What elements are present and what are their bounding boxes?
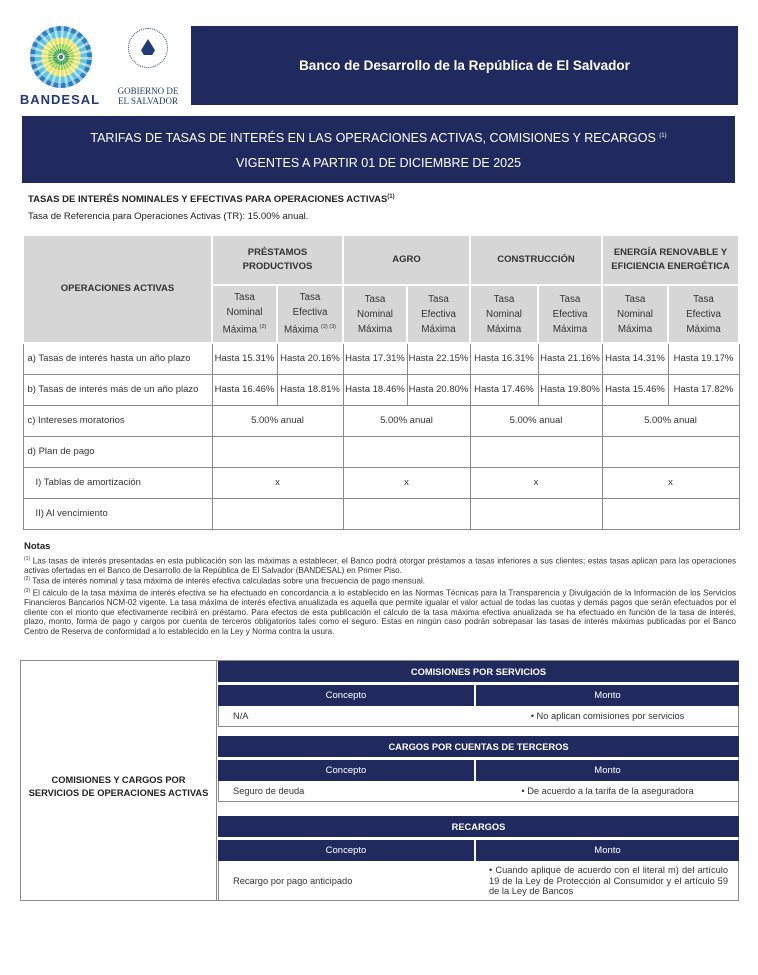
coat-of-arms-icon <box>128 28 168 68</box>
sub-header: Tasa Efectiva Máxima <box>407 285 470 343</box>
concept-cell: N/A <box>233 711 249 721</box>
row-label: b) Tasas de interés más de un año plazo <box>23 374 212 405</box>
note-3: $^{(3)}$ El cálculo de la tasa máxima de interés efectiva se ha efectuado en concordancia a lo establecido en las Normas Técnicas para la Transparencia y Divulgación de la Información de los Servicios Financieros Bancarios NCM-02 vigente. La tasa máxima de interés efectiva anualizada es aquella que permite igualar el valor actual de todas las cuotas y demás pagos que serán efectuados por el cliente con el monto que efectivamente recibirá en préstamo. Para efectos de esta publicación el cálculo de la tasa máxima efectiva anualizada se ha efectuado en función de la tasa de interés, plazo, monto, forma de pago y cargos por cuenta de terceros obligatorios tales como el seguro. Estas en ningún caso podrán sobrepasar las tasas de interés máximas publicadas por el Banco Centro de Reserva de conformidad a lo establecido en la Ley y Norma contra la usura. <box>24 587 736 636</box>
block-title: CARGOS POR CUENTAS DE TERCEROS <box>218 736 739 757</box>
rate-cell: 5.00% anual <box>602 405 739 436</box>
group-header-agro: AGRO <box>343 235 470 285</box>
gobierno-logo <box>110 28 186 110</box>
rate-cell: Hasta 15.31% <box>212 343 277 374</box>
rates-table <box>22 234 740 530</box>
sub-header: Tasa Nominal Máxima $^{(2)}$ <box>212 285 277 343</box>
third-party-charges-block <box>218 736 739 802</box>
check-cell: x <box>602 467 739 498</box>
block-row <box>218 861 739 901</box>
notes-section <box>24 542 736 636</box>
amount-cell: • No aplican comisiones por servicios <box>530 711 685 721</box>
empty-cell <box>602 436 739 467</box>
rate-cell: Hasta 18.81% <box>277 374 343 405</box>
rate-cell: Hasta 21.16% <box>538 343 602 374</box>
bandesal-wordmark: BANDESAL <box>19 92 101 107</box>
rate-cell: Hasta 15.46% <box>602 374 668 405</box>
surcharges-block <box>218 816 739 901</box>
row-label: a) Tasas de interés hasta un año plazo <box>23 343 212 374</box>
row-label: I) Tablas de amortización <box>23 467 212 498</box>
check-cell: x <box>470 467 602 498</box>
corner-header: OPERACIONES ACTIVAS <box>23 235 212 343</box>
empty-cell <box>212 498 343 529</box>
group-header-energia: ENERGÍA RENOVABLE Y EFICIENCIA ENERGÉTICA <box>602 235 739 285</box>
notes-title: Notas <box>24 541 51 552</box>
sub-header: Tasa Efectiva Máxima <box>668 285 739 343</box>
note-1: $^{(1)}$ Las tasas de interés presentadas en esta publicación son las máximas a establecer, el Banco podrá otorgar préstamos a tasas inferiores a sus clientes; estas tasas aplican para las operaciones activas ofertadas en el Banco de Desarrollo de la República de El Salvador (BANDESAL) en Primer Piso. <box>24 555 737 575</box>
rate-cell: 5.00% anual <box>212 405 343 436</box>
amount-cell: • De acuerdo a la tarifa de la aseguradora <box>521 786 694 796</box>
amount-cell: • Cuando aplique de acuerdo con el literal m) del artículo 19 de la Ley de Protección al Consumidor y el artículo 59 de la Ley de Bancos <box>489 865 728 897</box>
rate-cell: Hasta 19.17% <box>668 343 739 374</box>
rate-cell: Hasta 16.46% <box>212 374 277 405</box>
table-row-a <box>23 343 739 374</box>
bank-name-banner <box>191 26 738 105</box>
sub-header: Tasa Nominal Máxima <box>602 285 668 343</box>
rate-cell: Hasta 18.46% <box>343 374 407 405</box>
empty-cell <box>343 436 470 467</box>
commissions-label: COMISIONES Y CARGOS POR SERVICIOS DE OPERACIONES ACTIVAS <box>21 661 217 900</box>
sub-header: Tasa Efectiva Máxima $^{(2) (3)}$ <box>277 285 343 343</box>
block-row <box>218 706 739 727</box>
sub-header: Tasa Nominal Máxima <box>343 285 407 343</box>
bank-name: Banco de Desarrollo de la República de El Salvador <box>299 58 630 73</box>
table-row-d <box>23 436 739 467</box>
bandesal-sun-icon <box>30 26 92 88</box>
sub-header: Tasa Nominal Máxima <box>470 285 538 343</box>
row-label: d) Plan de pago <box>23 436 212 467</box>
document-subtitle: VIGENTES A PARTIR 01 DE DICIEMBRE DE 2025 <box>235 155 522 170</box>
rate-cell: Hasta 16.31% <box>470 343 538 374</box>
rate-cell: Hasta 17.31% <box>343 343 407 374</box>
rate-cell: Hasta 20.80% <box>407 374 470 405</box>
empty-cell <box>212 436 343 467</box>
bandesal-logo <box>18 26 102 110</box>
block-row <box>218 781 739 802</box>
concept-cell: Seguro de deuda <box>233 786 305 796</box>
group-header-prestamos: PRÉSTAMOS PRODUCTIVOS <box>212 235 343 285</box>
row-label: II) Al vencimiento <box>23 498 212 529</box>
empty-cell <box>470 436 602 467</box>
document-title-banner <box>22 116 735 183</box>
table-row-c <box>23 405 739 436</box>
group-header-construccion: CONSTRUCCIÓN <box>470 235 602 285</box>
block-title: RECARGOS <box>218 816 739 837</box>
rate-cell: 5.00% anual <box>343 405 470 436</box>
empty-cell <box>343 498 470 529</box>
table-row-d2 <box>23 498 739 529</box>
block-column-headers: Concepto Monto <box>218 685 739 706</box>
row-label: c) Intereses moratorios <box>23 405 212 436</box>
rate-cell: Hasta 22.15% <box>407 343 470 374</box>
check-cell: x <box>343 467 470 498</box>
rate-cell: Hasta 17.82% <box>668 374 739 405</box>
block-column-headers: Concepto Monto <box>218 760 739 781</box>
table-row-b <box>23 374 739 405</box>
block-column-headers: Concepto Monto <box>218 840 739 861</box>
rate-cell: 5.00% anual <box>470 405 602 436</box>
empty-cell <box>602 498 739 529</box>
rate-cell: Hasta 19.80% <box>538 374 602 405</box>
rate-cell: Hasta 20.16% <box>277 343 343 374</box>
rates-section-heading: TASAS DE INTERÉS NOMINALES Y EFECTIVAS PARA OPERACIONES ACTIVAS$^{(1)}$ <box>28 194 395 206</box>
table-row-d1 <box>23 467 739 498</box>
commissions-table <box>20 660 739 901</box>
rate-cell: Hasta 17.46% <box>470 374 538 405</box>
commissions-services-block <box>218 661 739 727</box>
empty-cell <box>470 498 602 529</box>
gobierno-wordmark: GOBIERNO DE EL SALVADOR <box>117 86 179 106</box>
block-title: COMISIONES POR SERVICIOS <box>218 661 739 682</box>
concept-cell: Recargo por pago anticipado <box>233 876 353 886</box>
reference-rate: Tasa de Referencia para Operaciones Activas (TR): 15.00% anual. <box>28 211 309 222</box>
check-cell: x <box>212 467 343 498</box>
document-title: TARIFAS DE TASAS DE INTERÉS EN LAS OPERACIONES ACTIVAS, COMISIONES Y RECARGOS $^{(1)}$ <box>90 131 667 146</box>
note-2: $^{(2)}$ Tasa de interés nominal y tasa máxima de interés efectiva calculadas sobre una frecuencia de pago mensual. <box>24 576 426 587</box>
rate-cell: Hasta 14.31% <box>602 343 668 374</box>
sub-header: Tasa Efectiva Máxima <box>538 285 602 343</box>
